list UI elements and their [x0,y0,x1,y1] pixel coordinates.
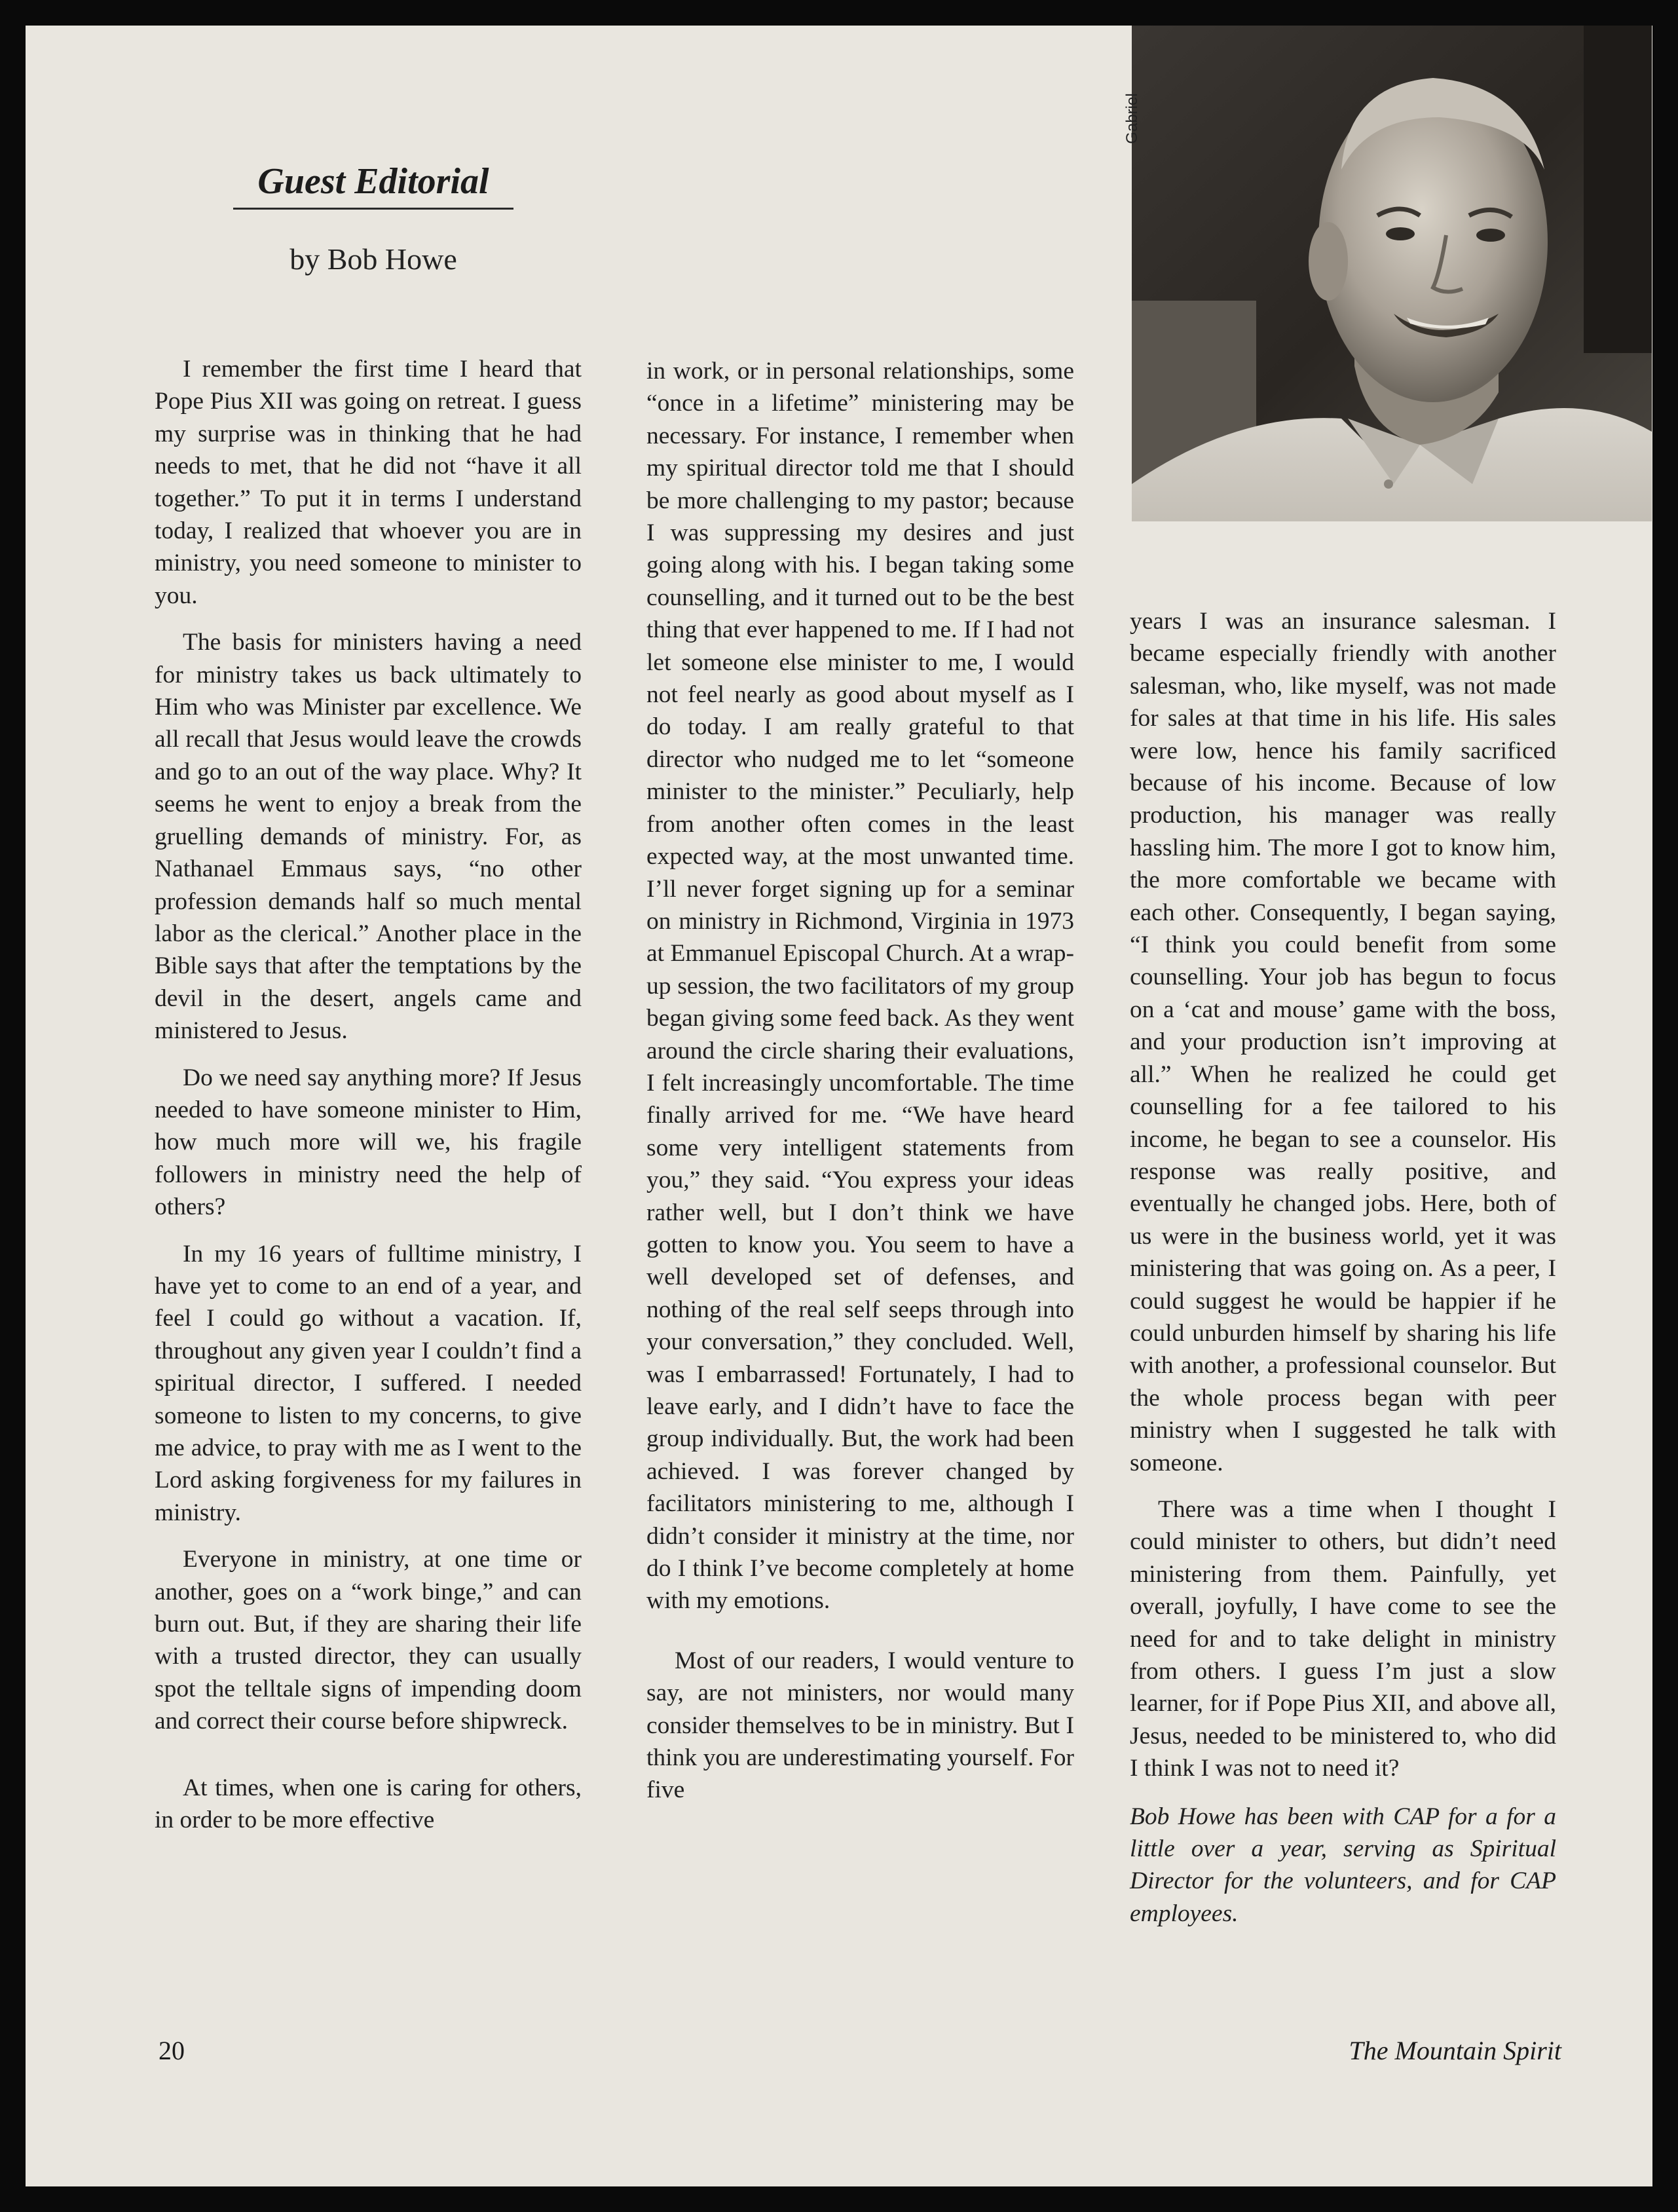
article-column-3 [1130,605,1556,1944]
author-photo [1132,26,1652,521]
page-title: Guest Editorial [233,155,513,210]
paragraph: in work, or in personal relationships, some “once in a lifetime” ministering may be necessary. For instance, I remember when my spiritual director told me that I should be more challenging to my pastor; because I was suppressing my desires and just going along with his. I began taking some counselling, and it turned out to be the best thing that ever happened to me. If I had not let someone else minister to me, I would not feel nearly as good about myself as I do today. I am really grateful to that director who nudged me to let “someone minister to the minister.” Peculiarly, help from another often comes in the least expected way, at the most unwanted time. I’ll never forget signing up for a seminar on ministry in Richmond, Virginia in 1973 at Emmanuel Episcopal Church. At a wrap-up session, the two facilitators of my group began giving some feed back. As they went around the circle sharing their evaluations, I felt increasingly uncomfortable. The time finally arrived for me. “We have heard some very intelligent statements from you,” they said. “You express your ideas rather well, but I don’t think we have gotten to know you. You seem to have a well developed set of defenses, and nothing of the real self seeps through into your conversation,” they concluded. Well, was I embarrassed! Fortunately, I had to leave early, and I didn’t have to face the group individually. But, the work had been achieved. I was forever changed by facilitators ministering to me, although I didn’t consider it ministry at the time, nor do I think I’ve become completely at home with my emotions. [646,358,1074,1615]
publication-name: The Mountain Spirit [1349,2036,1561,2065]
paragraph: In my 16 years of fulltime ministry, I have yet to come to an end of a year, and feel I could go without a vacation. If, throughout any given year I couldn’t find a spiritual director, I suffered. I needed someone to listen to my concerns, to give me advice, to pray with me as I went to the Lord asking forgiveness for my failures in ministry. [155,1240,582,1526]
article-column-2 [646,355,1074,1821]
magazine-page [26,26,1652,2186]
article-column-1 [155,353,582,1850]
paragraph: The basis for ministers having a need for ministry takes us back ultimately to Him who was Minister par excellence. We all recall that Jesus would leave the crowds and go to an out of the way place. Why? It seems he went to enjoy a break from the gruelling demands of ministry. For, as Nathanael Emmaus says, “no other profession demands half so much mental labor as the clerical.” Another place in the Bible says that after the temptations by the devil in the desert, angels came and ministered to Jesus. [155,629,582,1045]
photo-credit: Gabriel [1123,93,1141,144]
paragraph: There was a time when I thought I could minister to others, but didn’t need ministering from them. Painfully, yet overall, joyfully, I have come to see the need for and to take delight in ministry from others. I guess I’m just a slow learner, for if Pope Pius XII, and above all, Jesus, needed to be ministered to, who did I think I was not to need it? [1130,1495,1556,1782]
paragraph: years I was an insurance salesman. I became especially friendly with another salesman, who, like myself, was not made for sales at that time in his life. His sales were low, hence his family sacrificed because of his income. Because of low production, his manager was really hassling him. The more I got to know him, the more comfortable we became with each other. Consequently, I began saying, “I think you could benefit from some counselling. Your job has begun to focus on a ‘cat and mouse’ game with the boss, and your production isn’t improving at all.” When he realized he could get counselling for a fee tailored to his income, he began to see a counselor. His response was really positive, and eventually he changed jobs. Here, both of us were in the business world, yet it was ministering that was going on. As a peer, I could suggest he would be happier if he could unburden himself by sharing his life with another, a professional counselor. But the whole process began with peer ministry when I suggested he talk with someone. [1130,608,1556,1476]
paragraph: Most of our readers, I would venture to say, are not ministers, nor would many consider themselves to be in ministry. But I think you are underestimating yourself. For five [646,1647,1074,1804]
paragraph: At times, when one is caring for others, in order to be more effective [155,1774,582,1834]
paragraph: Everyone in ministry, at one time or another, goes on a “work binge,” and can burn out. But, if they are sharing their life with a trusted director, they can usually spot the telltale signs of impending doom and correct their course before shipwreck. [155,1546,582,1735]
paragraph: Do we need say anything more? If Jesus needed to have someone minister to Him, how much more will we, his fragile followers in ministry need the help of others? [155,1064,582,1221]
author-bio: Bob Howe has been with CAP for a for a little over a year, serving as Spiritual Director for the volunteers, and for CAP employees. [1130,1803,1556,1927]
page-number: 20 [158,2036,185,2065]
paragraph: I remember the first time I heard that Pope Pius XII was going on retreat. I guess my surprise was in thinking that he had needs to met, that he did not “have it all together.” To put it in terms I understand today, I realized that whoever you are in ministry, you need someone to minister to you. [155,356,582,609]
byline: by Bob Howe [289,242,457,276]
portrait-illustration [1132,26,1652,521]
